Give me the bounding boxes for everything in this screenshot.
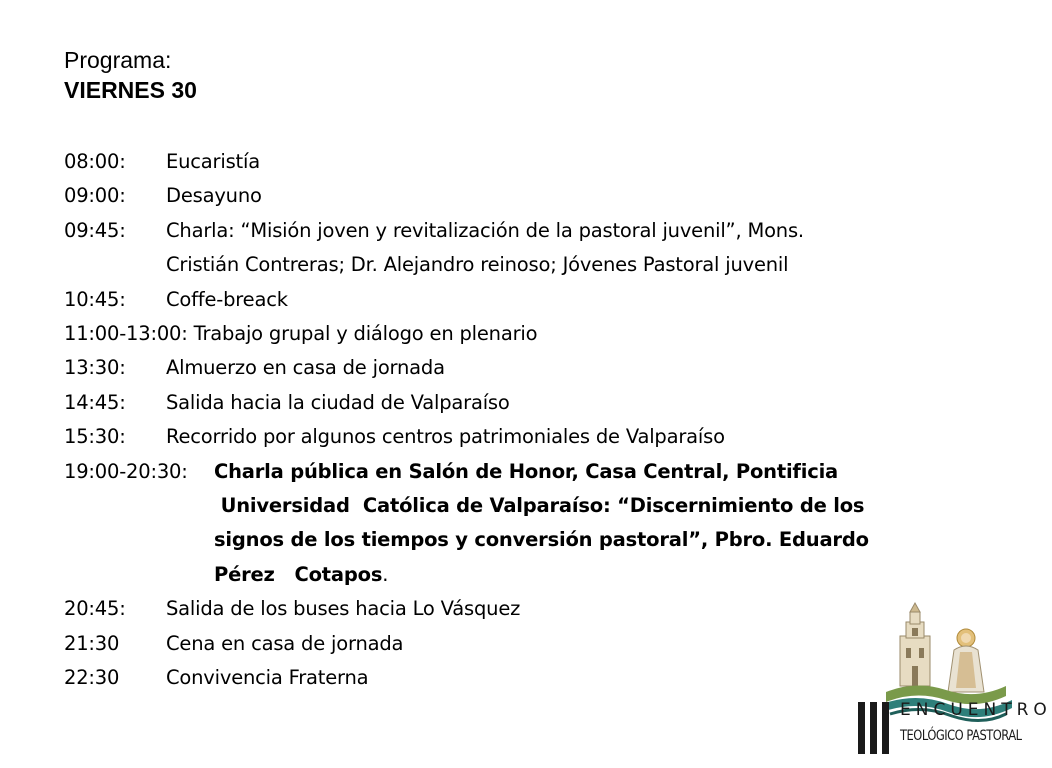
schedule-item [64, 214, 964, 248]
schedule-item [64, 420, 964, 454]
schedule-time: 15:30: [64, 425, 126, 449]
schedule-time: 11:00-13:00: [64, 322, 188, 346]
schedule-item [64, 592, 964, 626]
schedule-time: 22:30 [64, 666, 120, 690]
logo-line-teologico-pastoral: TEOLÓGICO PASTORAL [900, 728, 1022, 744]
day-title: VIERNES 30 [64, 77, 197, 103]
schedule-time: 10:45: [64, 287, 126, 311]
schedule-activity: Desayuno [166, 184, 262, 208]
schedule-item [64, 317, 964, 351]
schedule-item-continuation [64, 558, 964, 592]
schedule-time: 19:00-20:30: [64, 459, 188, 483]
logo-line-encuentro: ENCUENTRO [900, 700, 1052, 720]
schedule-item [64, 283, 964, 317]
schedule-item-continuation [64, 489, 964, 523]
schedule-time: 09:45: [64, 218, 126, 242]
schedule-time: 20:45: [64, 597, 126, 621]
schedule-activity: Charla: “Misión joven y revitalización de la pastoral juvenil”, Mons. [166, 218, 804, 242]
activity-bold: Pérez Cotapos [214, 562, 383, 586]
schedule-item [64, 661, 964, 695]
schedule-activity: Cristián Contreras; Dr. Alejandro reinoso; Jóvenes Pastoral juvenil [166, 253, 789, 277]
schedule-list [64, 145, 964, 696]
schedule-item [64, 179, 964, 213]
schedule-activity: signos de los tiempos y conversión pastoral”, Pbro. Eduardo [214, 528, 869, 552]
schedule-activity: Salida de los buses hacia Lo Vásquez [166, 597, 521, 621]
schedule-activity: Trabajo grupal y diálogo en plenario [193, 322, 538, 346]
schedule-time: 08:00: [64, 150, 126, 173]
schedule-item [64, 627, 964, 661]
virgin-figure-icon [948, 629, 984, 692]
schedule-time: 09:00: [64, 184, 126, 208]
roman-numeral-three [856, 702, 896, 756]
schedule-activity: Salida hacia la ciudad de Valparaíso [166, 390, 510, 414]
schedule-item-continuation [64, 523, 964, 557]
schedule-item-continuation [64, 248, 964, 282]
schedule-activity: Cena en casa de jornada [166, 631, 404, 655]
event-logo-title [856, 700, 1052, 758]
schedule-activity: Coffe-breack [166, 287, 288, 311]
schedule-activity: Recorrido por algunos centros patrimoniales de Valparaíso [166, 425, 725, 449]
schedule-time: 13:30: [64, 356, 126, 380]
schedule-activity [64, 558, 964, 592]
schedule-activity: Almuerzo en casa de jornada [166, 356, 445, 380]
schedule-activity: Convivencia Fraterna [166, 666, 369, 690]
schedule-time: 21:30 [64, 631, 120, 655]
activity-period: . [382, 562, 389, 586]
church-icon [900, 603, 930, 686]
schedule-activity: Universidad Católica de Valparaíso: “Discernimiento de los [214, 494, 865, 518]
program-label: Programa: [64, 47, 172, 73]
program-heading [64, 45, 197, 105]
schedule-item [64, 351, 964, 385]
schedule-item [64, 145, 964, 179]
schedule-item-highlight [64, 455, 964, 489]
schedule-item [64, 386, 964, 420]
schedule-activity: Eucaristía [166, 150, 260, 173]
schedule-time: 14:45: [64, 390, 126, 414]
schedule-activity: Charla pública en Salón de Honor, Casa Central, Pontificia [214, 459, 839, 483]
